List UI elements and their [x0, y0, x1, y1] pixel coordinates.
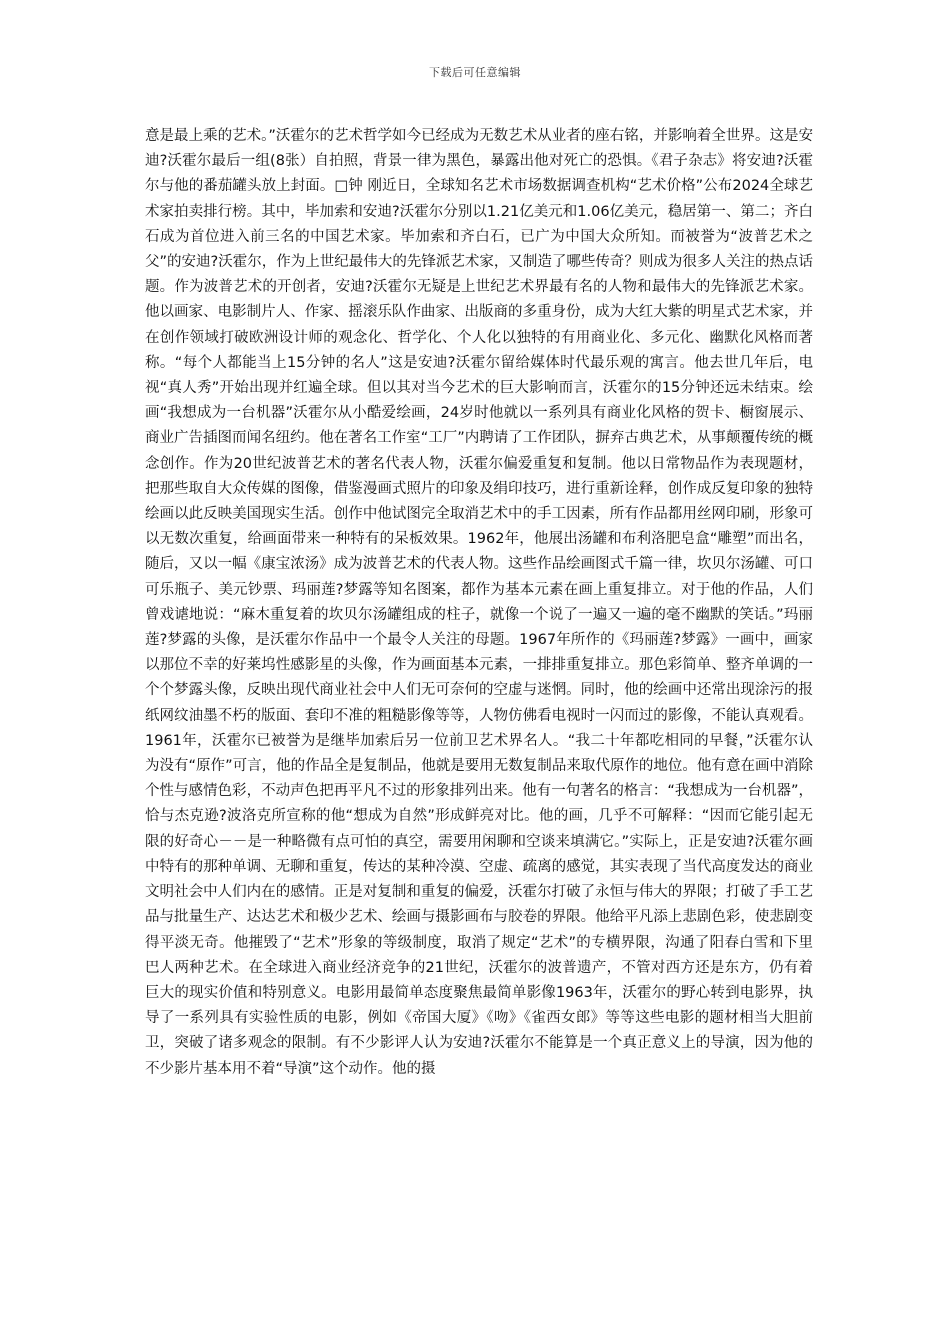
page-header-note: 下载后可任意编辑 — [429, 66, 521, 79]
body-paragraph: 意是最上乘的艺术。”沃霍尔的艺术哲学如今已经成为无数艺术从业者的座右铭，并影响着全世界。这是安迪?沃霍尔最后一组(8张）自拍照，背景一律为黑色，暴露出他对死亡的恐惧。《君子杂志》将安迪?沃霍尔与他的番茄罐头放上封面。□钟 刚近日，全球知名艺术市场数据调查机构“艺术价格”公布2024全球艺术家拍卖排行榜。其中，毕加索和安迪?沃霍尔分别以1.21亿美元和1.06亿美元，稳居第一、第二；齐白石成为首位进入前三名的中国艺术家。毕加索和齐白石，已广为中国大众所知。而被誉为“波普艺术之父”的安迪?沃霍尔，作为上世纪最伟大的先锋派艺术家，又制造了哪些传奇？则成为很多人关注的热点话题。作为波普艺术的开创者，安迪?沃霍尔无疑是上世纪艺术界最有名的人物和最伟大的先锋派艺术家。他以画家、电影制片人、作家、摇滚乐队作曲家、出版商的多重身份，成为大红大紫的明星式艺术家，并在创作领域打破欧洲设计师的观念化、哲学化、个人化以独特的有用商业化、多元化、幽默化风格而著称。“每个人都能当上15分钟的名人”这是安迪?沃霍尔留给媒体时代最乐观的寓言。他去世几年后，电视“真人秀”开始出现并红遍全球。但以其对当今艺术的巨大影响而言，沃霍尔的15分钟还远未结束。绘画“我想成为一台机器”沃霍尔从小酷爱绘画，24岁时他就以一系列具有商业化风格的贺卡、橱窗展示、商业广告插图而闻名纽约。他在著名工作室“工厂”内聘请了工作团队，摒弃古典艺术，从事颠覆传统的概念创作。作为20世纪波普艺术的著名代表人物，沃霍尔偏爱重复和复制。他以日常物品作为表现题材，把那些取自大众传媒的图像，借鉴漫画式照片的印象及绢印技巧，进行重新诠释，创作成反复印象的独特绘画以此反映美国现实生活。创作中他试图完全取消艺术中的手工因素，所有作品都用丝网印刷，形象可以无数次重复，给画面带来一种特有的呆板效果。1962年，他展出汤罐和布利洛肥皂盒“雕塑”而出名，随后，又以一幅《康宝浓汤》成为波普艺术的代表人物。这些作品绘画图式千篇一律，坎贝尔汤罐、可口可乐瓶子、美元钞票、玛丽莲?梦露等知名图案，都作为基本元素在画上重复排立。对于他的作品，人们曾戏谑地说：“麻木重复着的坎贝尔汤罐组成的柱子，就像一个说了一遍又一遍的毫不幽默的笑话。”玛丽莲?梦露的头像，是沃霍尔作品中一个最令人关注的母题。1967年所作的《玛丽莲?梦露》一画中，画家以那位不幸的好莱坞性感影星的头像，作为画面基本元素，一排排重复排立。那色彩简单、整齐单调的一个个梦露头像，反映出现代商业社会中人们无可奈何的空虚与迷惘。同时，他的绘画中还常出现涂污的报纸网纹油墨不朽的版面、套印不准的粗糙影像等等，人物仿佛看电视时一闪而过的影像，不能认真观看。1961年，沃霍尔已被誉为是继毕加索后另一位前卫艺术界名人。“我二十年都吃相同的早餐，”沃霍尔认为没有“原作”可言，他的作品全是复制品，他就是要用无数复制品来取代原作的地位。他有意在画中消除个性与感情色彩，不动声色把再平凡不过的形象排列出来。他有一句著名的格言：“我想成为一台机器”，恰与杰克逊?波洛克所宣称的他“想成为自然”形成鲜亮对比。他的画，几乎不可解释：“因而它能引起无限的好奇心－－是一种略微有点可怕的真空，需要用闲聊和空谈来填满它。”实际上，正是安迪?沃霍尔画中特有的那种单调、无聊和重复，传达的某种冷漠、空虚、疏离的感觉，其实表现了当代高度发达的商业文明社会中人们内在的感情。正是对复制和重复的偏爱，沃霍尔打破了永恒与伟大的界限；打破了手工艺品与批量生产、达达艺术和极少艺术、绘画与摄影画布与胶卷的界限。他给平凡添上悲剧色彩，使悲剧变得平淡无奇。他摧毁了“艺术”形象的等级制度，取消了规定“艺术”的专横界限，沟通了阳春白雪和下里巴人两种艺术。在全球进入商业经济竞争的21世纪，沃霍尔的波普遗产，不管对西方还是东方，仍有着巨大的现实价值和特别意义。电影用最简单态度聚焦最简单影像1963年，沃霍尔的野心转到电影界，执导了一系列具有实验性质的电影，例如《帝国大厦》《吻》《雀西女郎》等等这些电影的题材相当大胆前卫，突破了诸多观念的限制。有不少影评人认为安迪?沃霍尔不能算是一个真正意义上的导演，因为他的不少影片基本用不着“导演”这个动作。他的摄 — [145, 128, 813, 1077]
